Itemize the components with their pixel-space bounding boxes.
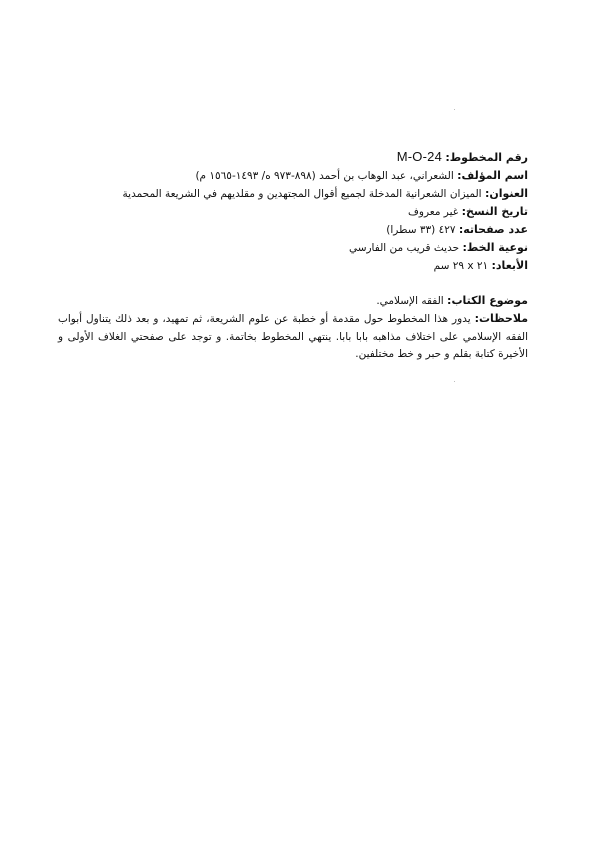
copy-date-label: تاريخ النسخ: bbox=[461, 205, 528, 218]
copy-date-value: غير معروف bbox=[408, 206, 459, 218]
subject-row bbox=[58, 292, 528, 310]
notes-value: يدور هذا المخطوط حول مقدمة أو خطبة عن علوم الشريعة، ثم تمهيد، و بعد ذلك يتناول أبواب الفقه الإسلامي على اختلاف مذاهبه بابا بابا. ينتهي المخطوط بخاتمة. و توجد على صفحتي الغلاف الأولى و الأخيرة كتابة بقلم و حبر و خط مختلفين. bbox=[58, 313, 528, 360]
notes-paragraph bbox=[58, 310, 528, 364]
title-value: الميزان الشعرانية المدخلة لجميع أقوال المجتهدين و مقلديهم في الشريعة المحمدية bbox=[122, 188, 482, 200]
catalog-record bbox=[58, 148, 528, 364]
manuscript-number-value: M-O-24 bbox=[396, 149, 443, 164]
script-type-row bbox=[58, 239, 528, 257]
section-spacer bbox=[58, 275, 528, 292]
page-count-value: ٤٢٧ (٣٣ سطرا) bbox=[386, 224, 456, 236]
author-value: الشعراني، عبد الوهاب بن أحمد (٨٩٨-٩٧٣ ه/ ١٤٩٣-١٥٦٥ م) bbox=[195, 170, 454, 182]
dimensions-value: ٢١ x ٢٩ سم bbox=[433, 260, 489, 272]
manuscript-number-row bbox=[58, 148, 528, 167]
subject-label: موضوع الكتاب: bbox=[447, 294, 528, 307]
script-type-value: حديث قريب من الفارسي bbox=[348, 242, 460, 254]
page-count-row bbox=[58, 221, 528, 239]
title-row bbox=[58, 185, 528, 203]
scan-speck bbox=[454, 381, 455, 382]
page-count-label: عدد صفحاته: bbox=[458, 223, 528, 236]
copy-date-row bbox=[58, 203, 528, 221]
author-row bbox=[58, 167, 528, 185]
dimensions-label: الأبعاد: bbox=[491, 259, 528, 272]
author-label: اسم المؤلف: bbox=[457, 169, 528, 182]
script-type-label: نوعية الخط: bbox=[462, 241, 528, 254]
notes-label: ملاحظات: bbox=[474, 312, 528, 325]
subject-value: الفقه الإسلامي. bbox=[376, 295, 444, 307]
manuscript-number-label: رقم المخطوط: bbox=[445, 151, 528, 164]
title-label: العنوان: bbox=[484, 187, 528, 200]
scan-speck bbox=[454, 109, 455, 110]
dimensions-row bbox=[58, 257, 528, 275]
